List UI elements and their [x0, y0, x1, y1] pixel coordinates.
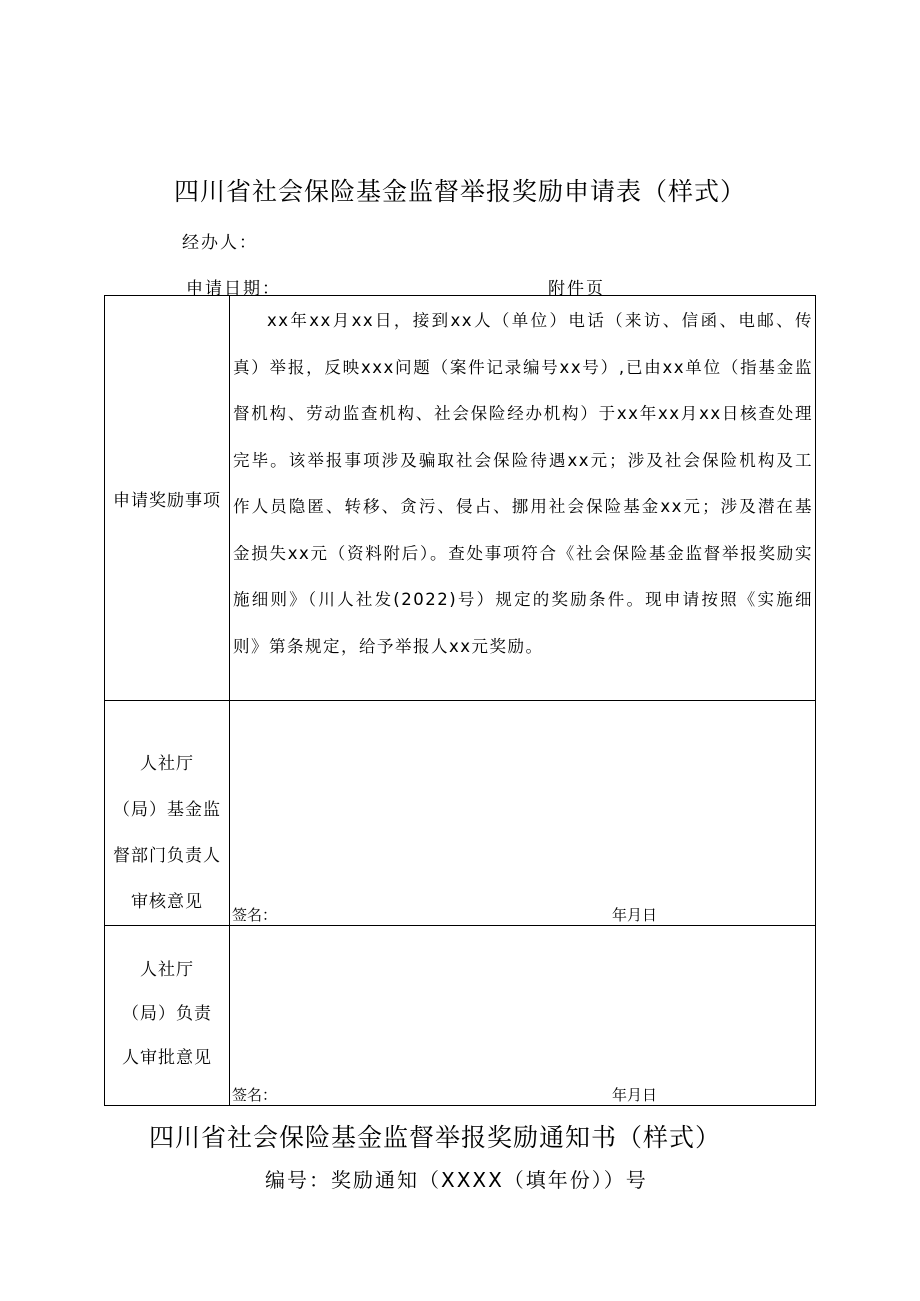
dept-review-date-label: 年月日 [612, 906, 658, 924]
attachment-page-label: 附件页 [548, 279, 605, 299]
reward-matter-content: xx年xx月xx日，接到xx人（单位）电话（来访、信函、电邮、传真）举报，反映xxx问题（案件记录编号xx号）,已由xx单位（指基金监督机构、劳动监查机构、社会保险经办机构）于xx年xx月xx日核查处理完毕。该举报事项涉及骗取社会保险待遇xx元；涉及社会保险机构及工作人员隐匿、转移、贪污、侵占、挪用社会保险基金xx元；涉及潜在基金损失xx元（资料附后）。查处事项符合《社会保险基金监督举报奖励实施细则》（川人社发(2022)号）规定的奖励条件。现申请按照《实施细则》第条规定，给予举报人xx元奖励。 [230, 296, 816, 701]
reward-matter-label-cell [105, 296, 230, 701]
head-approval-label-line: 人社厅 [140, 959, 194, 980]
head-approval-label-line: 人审批意见 [122, 1047, 212, 1068]
handler-label: 经办人： [182, 233, 258, 253]
application-form-table [104, 295, 816, 1106]
head-approval-opinion-cell[interactable] [230, 926, 816, 1106]
table-row-dept-review [105, 701, 816, 926]
table-row-head-approval [105, 926, 816, 1106]
dept-review-label-line: 人社厅 [140, 754, 194, 774]
form-title: 四川省社会保险基金监督举报奖励申请表（样式） [173, 177, 746, 206]
dept-review-label-line: （局）基金监 [113, 800, 221, 820]
head-approval-date-label: 年月日 [612, 1086, 658, 1104]
head-approval-label-line: （局）负责 [122, 1003, 212, 1024]
table-row-reward-matter [105, 296, 816, 701]
dept-review-label-line: 督部门负责人 [113, 846, 221, 866]
dept-review-signature-label: 签名： [232, 906, 278, 924]
dept-review-label-cell [105, 701, 230, 926]
head-approval-signature-label: 签名： [232, 1086, 278, 1104]
dept-review-label-line: 审核意见 [131, 892, 203, 912]
application-date-label: 申请日期： [186, 279, 281, 299]
head-approval-label-cell [105, 926, 230, 1106]
notice-number-line: 编号：奖励通知（XXXX（填年份））号 [265, 1168, 648, 1192]
dept-review-opinion-cell[interactable] [230, 701, 816, 926]
notice-title: 四川省社会保险基金监督举报奖励通知书（样式） [148, 1123, 721, 1152]
reward-matter-label: 申请奖励事项 [113, 490, 221, 511]
